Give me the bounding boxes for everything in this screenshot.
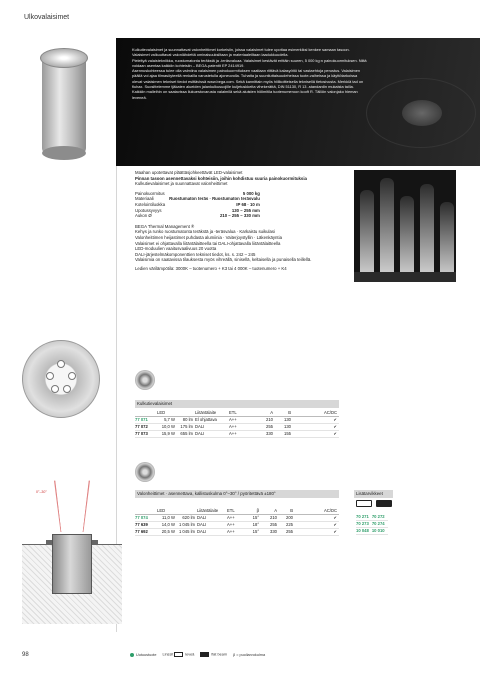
cell: 255 bbox=[261, 522, 279, 529]
cell: A++ bbox=[229, 417, 257, 424]
hero-banner bbox=[116, 38, 480, 166]
bega-line: Ledien värilämpötila: 3000K – tuotenumero + K3 tai 4 000K – tuotenumero + K4 bbox=[135, 265, 287, 271]
column-header: A bbox=[261, 508, 279, 515]
cell: 11,0 W bbox=[157, 515, 177, 522]
table-row bbox=[135, 424, 339, 431]
spec-value: Ruostumaton teräs · Ruostumaton teräsvalu bbox=[169, 196, 260, 202]
product-code: 77 071 bbox=[135, 417, 157, 424]
page-title: Ulkovalaisimet bbox=[24, 14, 70, 21]
cell: 15° bbox=[247, 515, 261, 522]
cell: 210 bbox=[261, 515, 279, 522]
accessory-row bbox=[356, 521, 388, 528]
cell: 175 lm bbox=[177, 424, 195, 431]
cell: 15,9 W bbox=[157, 431, 177, 438]
cell: 200 bbox=[279, 515, 295, 522]
spec-label: Painokuormitus bbox=[135, 190, 165, 196]
lens-icon bbox=[174, 652, 183, 657]
legend-item: Uutuustuote bbox=[130, 653, 156, 657]
check-icon: ✔ bbox=[293, 431, 339, 438]
cell: 620 lm bbox=[177, 515, 197, 522]
accessory-code: 10 048 bbox=[356, 528, 372, 535]
product-table bbox=[135, 410, 339, 438]
footer-legend bbox=[130, 652, 265, 657]
spec-intro: Kulkutievalaisimet ja suunnattavat valonheittimet bbox=[135, 181, 228, 187]
lens-icon bbox=[356, 500, 372, 507]
cell: 330 bbox=[261, 529, 279, 536]
spec-value: 210 – 255 – 330 mm bbox=[219, 213, 260, 219]
bega-line: LED-moduulien vaaitusvaalivuus 20 vuotta bbox=[135, 246, 217, 252]
bega-line: Kehys ja runko ruostumatonta teräkstä ja -teräsvalua · Karkaistu suikulasi bbox=[135, 229, 275, 235]
bega-block bbox=[135, 224, 340, 272]
column-header: β bbox=[247, 508, 261, 515]
column-header: AC/DC bbox=[295, 508, 339, 515]
cell: DALI bbox=[195, 431, 229, 438]
spec-label: Materiaali bbox=[135, 196, 154, 202]
accessory-table bbox=[356, 514, 388, 535]
section-header: Kulkutievalaisimet bbox=[135, 400, 339, 408]
cell: A++ bbox=[227, 522, 247, 529]
cell: 130 bbox=[275, 424, 293, 431]
cell: 20,5 W bbox=[157, 529, 177, 536]
cell: DALI bbox=[195, 424, 229, 431]
table-row bbox=[135, 431, 339, 438]
column-header: AC/DC bbox=[293, 410, 339, 417]
cell: DALI bbox=[197, 522, 227, 529]
plan-drawing bbox=[22, 340, 100, 418]
spec-value: 5 000 kg bbox=[242, 190, 260, 196]
product-code: 77 072 bbox=[135, 424, 157, 431]
green-dot-icon bbox=[130, 653, 134, 657]
spec-block bbox=[135, 170, 340, 272]
spec-table bbox=[135, 191, 264, 219]
product-image bbox=[28, 48, 98, 166]
product-table bbox=[135, 508, 339, 536]
installation-photo bbox=[354, 170, 456, 282]
check-icon: ✔ bbox=[295, 515, 339, 522]
accessory-code: 70 273 bbox=[356, 521, 372, 528]
section-header: Valonheittimet · asennettava, kallistuskulma 0°–30° / pyöritettävä ±180° bbox=[135, 490, 339, 498]
cell: A++ bbox=[227, 529, 247, 536]
accessory-code: 70 272 bbox=[372, 514, 388, 521]
check-icon: ✔ bbox=[293, 424, 339, 431]
product-thumbnail bbox=[135, 370, 155, 390]
cell: 18° bbox=[247, 522, 261, 529]
column-header: B bbox=[279, 508, 295, 515]
angle-label: 0°–30° bbox=[36, 490, 47, 494]
spec-intro: Maahan upotettavat pläättäsjohkeettävät LED-valaisimet bbox=[135, 170, 243, 175]
table-row bbox=[135, 529, 339, 536]
check-icon: ✔ bbox=[295, 522, 339, 529]
spec-label: Kotelointiluokka bbox=[135, 201, 166, 207]
spec-label: Aukon Ø bbox=[135, 213, 152, 219]
accessory-code: 70 274 bbox=[372, 521, 388, 528]
cell: 1 045 lm bbox=[178, 529, 195, 534]
column-header: LED bbox=[157, 410, 177, 417]
product-code: 77 073 bbox=[135, 431, 157, 438]
cell: 10,0 W bbox=[157, 424, 177, 431]
spec-label: Upotussyvyys bbox=[135, 207, 162, 213]
cell: El ohjattava bbox=[195, 417, 229, 424]
column-header: LED bbox=[157, 508, 177, 515]
flat-beam-icon bbox=[376, 500, 392, 507]
accessory-icons bbox=[356, 500, 393, 508]
legend-item: β = puoliarvokulma bbox=[233, 652, 266, 657]
legend-item: Linssit leveä bbox=[162, 652, 195, 657]
cell: 1 045 lm bbox=[178, 522, 195, 527]
table-row bbox=[135, 515, 339, 522]
cell: 225 bbox=[279, 522, 295, 529]
hero-paragraph: Pieleltyä valaistekniikka, ruostumatonta teräkstä ja -teräsvaluaa. Valaisimet kestävät erittäin suuren, 5 000 kg:n painokuormituksen. Niitä voidaan asentaa kaikkiin kohteisiin – BEGA-patentit EP 2414919. bbox=[132, 57, 367, 68]
bega-line: DALI-järjestelmäkomponenttien tekniset tiedot, ks. s. 242 – 245 bbox=[135, 251, 256, 257]
column-header: Liitäntälaite bbox=[197, 508, 227, 515]
column-header: ETL bbox=[229, 410, 257, 417]
cell: A++ bbox=[229, 431, 257, 438]
cell: DALI bbox=[197, 515, 227, 522]
cell: 255 bbox=[257, 424, 275, 431]
accessory-code: 70 271 bbox=[356, 514, 372, 521]
product-code: 77 639 bbox=[135, 522, 157, 529]
hero-paragraph: Asennuskohteessa tulee olla valmiina valaisimen painokuormituksen vaatiaan riittävä kalasyöttö tai vastaehtoja perustus. Valaisimen päällä voi ajaa tilmasöyteellä renkailla varustetulla ajoneuvolla. Tuhatta ja suuntiuttaisuudeheissa tuote-valheissa ja käyttötarkoissa olevat valaisimen tekniset tiedot esittävissä www.bega.com. Sekä kannittain myös hiilikoitteisella teknisellä tietosivusta. Merkkiä tad on fiuhax. Suosittelemme tjäkaten alueiden jalankulkusuojille kuljetuskkeita vihekerättä, DIN 51130, R 13 -standardin mukaista tailia. Kaikkiin malleihin on saatavissa liukuestovarusta valaimilä sekä aluisten hölimitila tuotenumeroon kooft R. Tällöin valonjako hieman leveneä. bbox=[132, 68, 364, 100]
cell: A++ bbox=[227, 515, 247, 522]
spec-intro: Pinnan tasoon asennettavaksi kohteisiin, joihin kohdistuu suuria painokuormituksia bbox=[135, 175, 307, 181]
bega-title: BEGA Thermal Management ® bbox=[135, 223, 195, 229]
accessory-code: 10 010 bbox=[372, 528, 388, 535]
spec-value: IP 68 · 10 m bbox=[236, 201, 260, 207]
column-header: Liitäntälaite bbox=[195, 410, 229, 417]
table-row bbox=[135, 417, 339, 424]
bega-line: Valaisimet ei ohjattavalla liitäntälaitteella tai DALI-ohjattavalla liitäntälaitteella bbox=[135, 240, 281, 246]
product-code: 77 692 bbox=[135, 529, 157, 536]
product-thumbnail bbox=[135, 462, 155, 482]
cell: 655 lm bbox=[177, 431, 195, 438]
check-icon: ✔ bbox=[295, 529, 339, 536]
hero-text bbox=[132, 47, 368, 100]
cell: 14,0 W bbox=[157, 522, 177, 529]
cell: 255 bbox=[279, 529, 295, 536]
column-header: A bbox=[257, 410, 275, 417]
check-icon: ✔ bbox=[293, 417, 339, 424]
accessory-row bbox=[356, 514, 388, 521]
page-number: 98 bbox=[22, 652, 29, 658]
cell: 80 lm bbox=[177, 417, 195, 424]
cell: 15° bbox=[247, 529, 261, 536]
table-row bbox=[135, 522, 339, 529]
legend-item: flat beam bbox=[200, 652, 227, 657]
accessory-row bbox=[356, 528, 388, 535]
cell: 130 bbox=[275, 417, 293, 424]
cell: DALI bbox=[197, 529, 227, 536]
cell: 210 bbox=[257, 417, 275, 424]
bega-line: Valonheittimen heijastimet puhdasta alumiinia · Vaiterjoystyllin · Läkenkäyntia bbox=[135, 234, 282, 240]
cell: A++ bbox=[229, 424, 257, 431]
column-header: ETL bbox=[227, 508, 247, 515]
cell: 5,7 W bbox=[157, 417, 177, 424]
section-drawing bbox=[22, 486, 122, 626]
product-code: 77 074 bbox=[135, 515, 157, 522]
accessory-header: Lisätarvikkeet bbox=[354, 490, 393, 498]
column-header: B bbox=[275, 410, 293, 417]
spec-value: 130 – 255 mm bbox=[231, 207, 260, 213]
cell: 330 bbox=[257, 431, 275, 438]
hero-paragraph: Kulkutievalaisimet ja suunnattavat valonheittimet korkeisiin, joissa valaisimet tulee upottaa esimerkiksi kenkee samaan tasoon. Valaisimet valkuuttavat valonlähdettä ominaisuuksiltaan ja materiaaleiltaan laadukkuudella. bbox=[132, 47, 350, 58]
bega-line: Valaisimia on saatavissa tilauksesta myös vihreällä, sinisellä, keltaisella ja punaisella teillellä. bbox=[135, 257, 312, 263]
flat-beam-icon bbox=[200, 652, 209, 657]
cell: 155 bbox=[275, 431, 293, 438]
